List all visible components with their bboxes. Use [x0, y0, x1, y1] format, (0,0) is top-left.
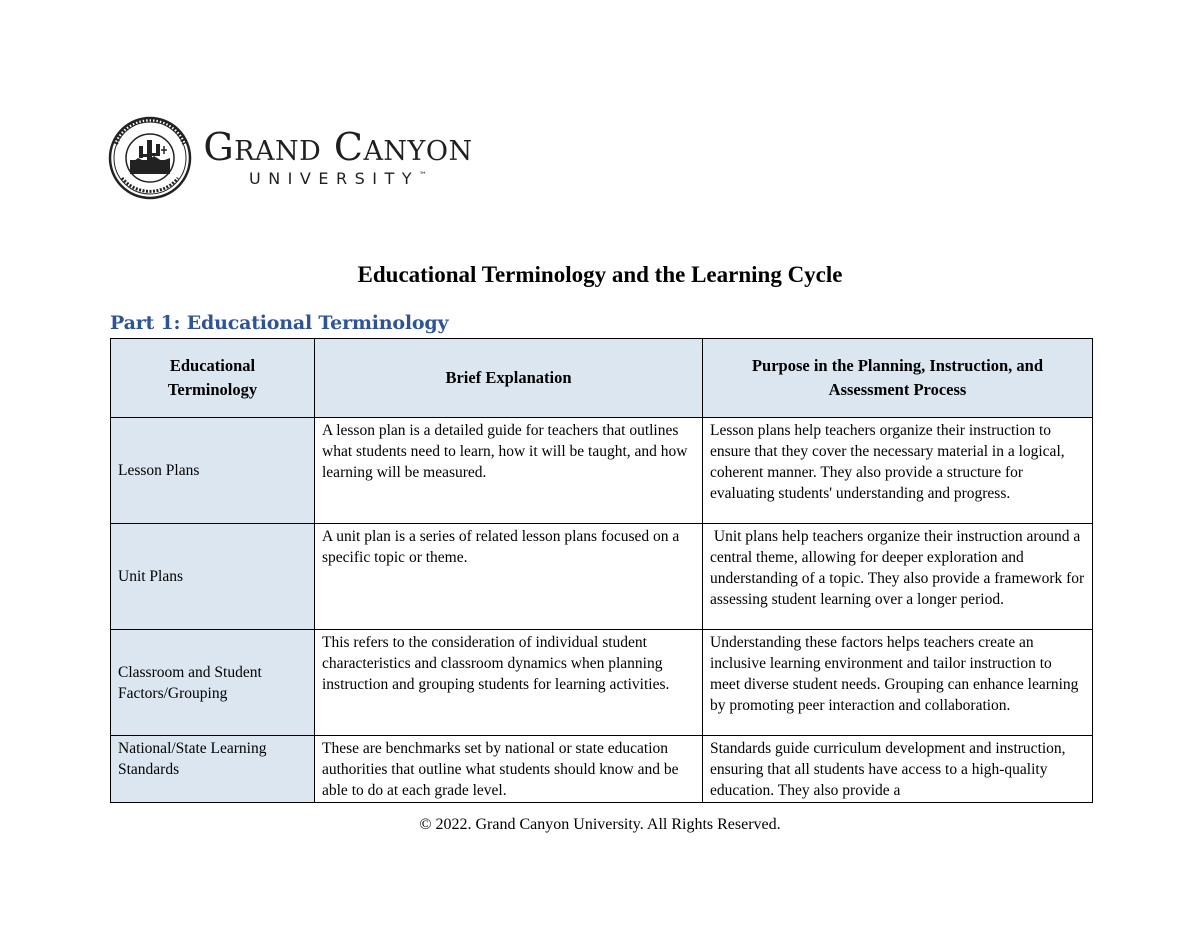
- purpose-cell: Unit plans help teachers organize their instruction around a central theme, allowing for deeper exploration and understanding of a topic. They also provide a framework for assessing student learning over a longer period.: [703, 524, 1093, 630]
- document-title: Educational Terminology and the Learning Cycle: [357, 262, 843, 287]
- header-terminology: Educational Terminology: [111, 339, 315, 418]
- trademark-symbol: ™: [419, 170, 427, 180]
- terminology-table: [110, 338, 1093, 803]
- table-row: [111, 524, 1093, 630]
- table-row: [111, 736, 1093, 804]
- purpose-cell: Standards guide curriculum development and instruction, ensuring that all students have access to a high-quality education. They also provide a: [703, 736, 1093, 804]
- purpose-cell: Understanding these factors helps teachers create an inclusive learning environment and tailor instruction to meet diverse student needs. Grouping can enhance learning by promoting peer interaction and collaboration.: [703, 630, 1093, 736]
- table-header-row: [111, 339, 1093, 418]
- header-purpose: Purpose in the Planning, Instruction, and Assessment Process: [703, 339, 1093, 418]
- explanation-cell: A lesson plan is a detailed guide for teachers that outlines what students need to learn, how it will be taught, and how learning will be measured.: [315, 418, 703, 524]
- term-cell: Classroom and Student Factors/Grouping: [111, 630, 315, 736]
- term-cell: Unit Plans: [111, 524, 315, 630]
- term-cell: National/State Learning Standards: [111, 736, 315, 804]
- purpose-cell: Lesson plans help teachers organize their instruction to ensure that they cover the necessary material in a logical, coherent manner. They also provide a structure for evaluating students' understanding and progress.: [703, 418, 1093, 524]
- explanation-cell: This refers to the consideration of individual student characteristics and classroom dynamics when planning instruction and grouping students for learning activities.: [315, 630, 703, 736]
- table-row: [111, 418, 1093, 524]
- section-heading: Part 1: Educational Terminology: [110, 312, 449, 334]
- explanation-cell: A unit plan is a series of related lesson plans focused on a specific topic or theme.: [315, 524, 703, 630]
- table-row: [111, 630, 1093, 736]
- wordmark-main-text: Grand Canyon: [203, 124, 473, 169]
- page-break-line: [110, 802, 1093, 803]
- term-cell: Lesson Plans: [111, 418, 315, 524]
- header-explanation: Brief Explanation: [315, 339, 703, 418]
- explanation-cell: These are benchmarks set by national or state education authorities that outline what students should know and be able to do at each grade level.: [315, 736, 703, 804]
- wordmark-sub-text: UNIVERSITY: [249, 168, 419, 188]
- copyright-footer: © 2022. Grand Canyon University. All Rights Reserved.: [419, 816, 781, 833]
